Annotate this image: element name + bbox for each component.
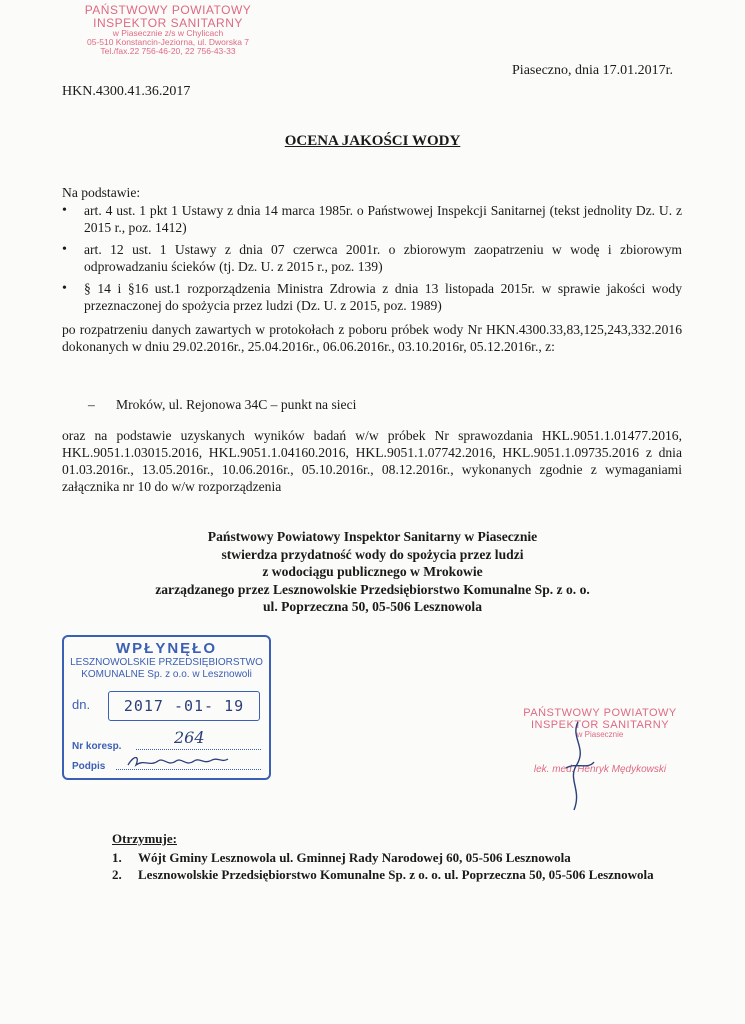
stamp-line: w Piasecznie z/s w Chylicach [112, 28, 224, 39]
inspector-name: lek. med. Henryk Mędykowski [533, 764, 667, 776]
reference-number: HKN.4300.41.36.2017 [62, 84, 191, 99]
recipients-list [112, 849, 654, 883]
recipient-item [112, 866, 654, 883]
recipient-number: 1. [112, 850, 122, 865]
recipient-text: Lesznowolskie Przedsiębiorstwo Komunalne Sp. z o. o. ul. Poprzeczna 50, 05-506 Lesznowola [138, 867, 654, 882]
dash-marker: – [88, 397, 95, 412]
legal-basis-item: • § 14 i §16 ust.1 rozporządzenia Ministra Zdrowia z dnia 13 listopada 2015r. w sprawie jakości wody przeznaczonej do spożycia przez ludzi (Dz. U. z 2015, poz. 1989) [62, 280, 682, 314]
legal-basis-list [62, 202, 682, 319]
sampling-paragraph: po rozpatrzeniu danych zawartych w protokołach z poboru próbek wody Nr HKN.4300.33,83,125,243,332.2016 dokonanych w dniu 29.02.2016r., 25.04.2016r., 06.06.2016r., 03.10.2016r, 05.12.2016r., z: [62, 322, 682, 354]
dotted-line [136, 749, 261, 750]
stamp-line: PAŃSTWOWY POWIATOWY [84, 3, 252, 17]
recipient-number: 2. [112, 867, 122, 882]
legal-basis-item: • art. 12 ust. 1 Ustawy z dnia 07 czerwca 2001r. o zbiorowym zaopatrzeniu w wodę i zbiorowym odprowadzaniu ścieków (tj. Dz. U. z 2015 r., poz. 139) [62, 241, 682, 275]
received-stamp-line: KOMUNALNE Sp. z o.o. w Lesznowoli [81, 669, 252, 680]
sampling-location [88, 396, 356, 413]
intro-text: Na podstawie: [62, 185, 141, 200]
decision-line: zarządzanego przez Lesznowolskie Przedsiębiorstwo Komunalne Sp. z o. o. [155, 581, 590, 597]
decision-line: ul. Poprzeczna 50, 05-506 Lesznowola [263, 599, 482, 614]
legal-basis-item: • art. 4 ust. 1 pkt 1 Ustawy z dnia 14 marca 1985r. o Państwowej Inspekcji Sanitarnej (tekst jednolity Dz. U. z 2015 r., poz. 1412) [62, 202, 682, 236]
decision-block [0, 528, 745, 616]
stamp-line: 05-510 Konstancin-Jeziorna, ul. Dworska 7 [86, 37, 250, 48]
stamp-line: w Piasecznie [576, 730, 624, 740]
date-label: dn. [72, 697, 91, 712]
decision-line: z wodociągu publicznego w Mrokowie [262, 564, 483, 579]
received-stamp-title: WPŁYNĘŁO [116, 640, 217, 657]
stamp-line: Tel./fax.22 756-46-20, 22 756-43-33 [100, 46, 236, 57]
sanitary-inspector-header-stamp [78, 4, 258, 56]
handwritten-signature-icon [124, 751, 244, 773]
place-and-date: Piaseczno, dnia 17.01.2017r. [512, 63, 673, 78]
document-title: OCENA JAKOŚCI WODY [284, 133, 461, 149]
correspondence-number-value: 264 [174, 728, 205, 747]
recipients-header: Otrzymuje: [112, 831, 177, 846]
recipients-block [112, 830, 654, 883]
stamp-line: INSPEKTOR SANITARNY [530, 718, 670, 731]
results-paragraph: oraz na podstawie uzyskanych wyników badań w/w próbek Nr sprawozdania HKL.9051.1.01477.2016, HKL.9051.1.03015.2016, HKL.9051.1.04160.2016, HKL.9051.1.07742.2016, HKL.9051.1.09735.2016 z dnia 01.03.2016r., 13.05.2016r., 10.06.2016r., 05.10.2016r., 08.12.2016r., wykonanych zgodnie z wymaganiami załącznika nr 10 do w/w rozporządzenia [62, 428, 682, 494]
decision-line: Państwowy Powiatowy Inspektor Sanitarny w Piasecznie [207, 529, 538, 544]
received-stamp-line: LESZNOWOLSKIE PRZEDSIĘBIORSTWO [70, 657, 263, 668]
stamp-line: INSPEKTOR SANITARNY [93, 15, 243, 30]
received-date: 2017 -01- 19 [108, 691, 260, 721]
stamp-line: PAŃSTWOWY POWIATOWY [523, 707, 677, 719]
correspondence-number-label: Nr koresp. [72, 741, 122, 752]
signature-label: Podpis [72, 761, 106, 772]
recipient-item [112, 849, 654, 866]
inspector-signature-icon [548, 718, 608, 818]
recipient-text: Wójt Gminy Lesznowola ul. Gminnej Rady Narodowej 60, 05-506 Lesznowola [138, 850, 571, 865]
location-text: Mroków, ul. Rejonowa 34C – punkt na sieci [116, 397, 357, 412]
decision-line: stwierdza przydatność wody do spożycia przez ludzi [221, 546, 524, 562]
received-stamp [62, 635, 271, 780]
